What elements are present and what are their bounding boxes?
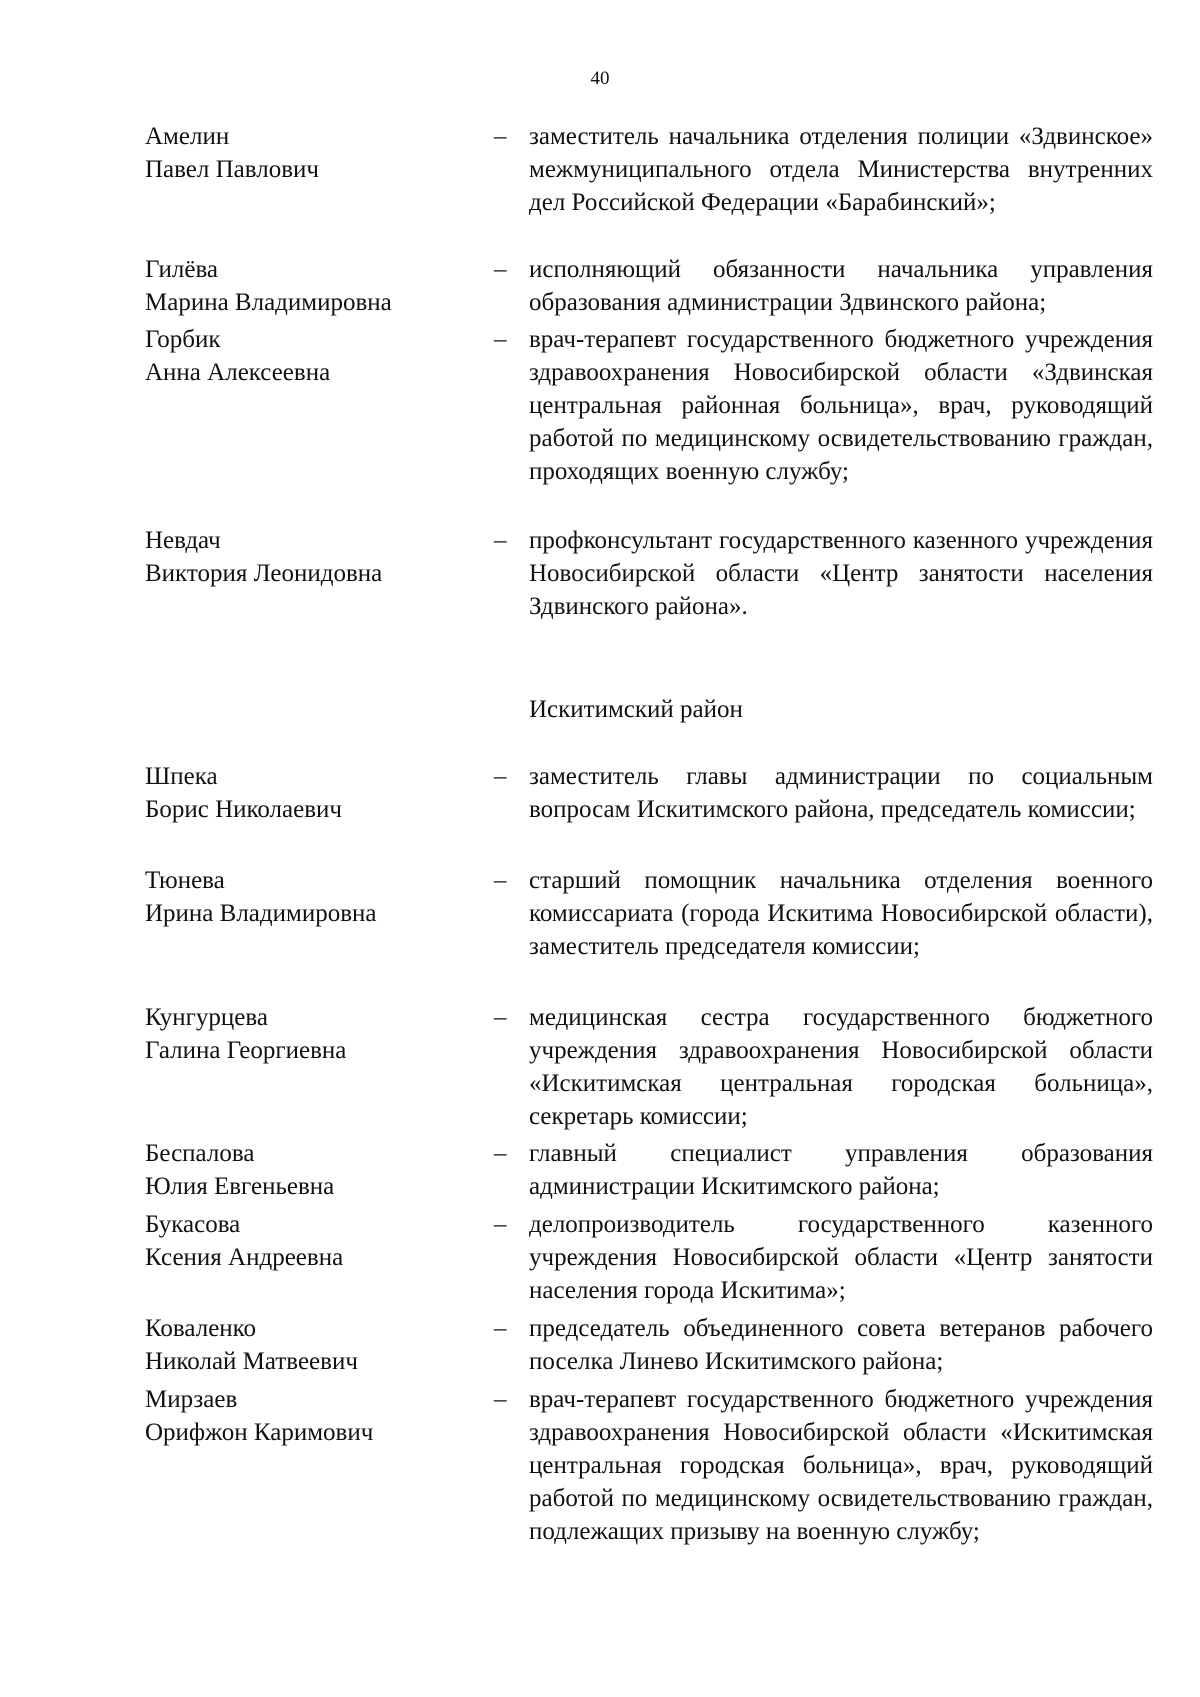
member-surname: Амелин [145,123,230,150]
member-description: исполняющий обязанности начальника управления образования администрации Здвинского района; [529,256,1153,316]
member-given-name: Ирина Владимировна [145,900,377,927]
page-number: 40 [590,68,610,89]
section-heading: Искитимский район [529,696,743,723]
member-given-name: Орифжон Каримович [145,1419,374,1446]
dash-separator: – [494,867,507,894]
member-description: врач-терапевт государственного бюджетного учреждения здравоохранения Новосибирской области «Здвинская центральная районная больница», врач, руководящий работой по медицинскому освидетельствованию граждан, проходящих военную службу; [529,326,1153,485]
dash-separator: – [494,256,507,283]
dash-separator: – [494,123,507,150]
dash-separator: – [494,1315,507,1342]
dash-separator: – [494,1004,507,1031]
member-given-name: Виктория Леонидовна [145,560,383,587]
member-name [145,1137,485,1203]
dash-separator: – [494,326,507,353]
member-surname: Беспалова [145,1140,255,1167]
member-given-name: Галина Георгиевна [145,1037,347,1064]
member-description: медицинская сестра государственного бюджетного учреждения здравоохранения Новосибирской области «Искитимская центральная городская больница», секретарь комиссии; [529,1004,1153,1130]
dash-separator: – [494,1211,507,1238]
dash-separator: – [494,1386,507,1413]
member-surname: Невдач [145,527,221,554]
dash-separator: – [494,1140,507,1167]
member-description: главный специалист управления образования администрации Искитимского района; [529,1140,1153,1200]
dash-separator: – [494,763,507,790]
member-given-name: Анна Алексеевна [145,359,331,386]
member-description: председатель объединенного совета ветеранов рабочего поселка Линево Искитимского района; [529,1315,1153,1375]
member-surname: Коваленко [145,1315,257,1342]
member-surname: Тюнева [145,867,225,894]
member-name [145,524,485,590]
member-description: заместитель главы администрации по социальным вопросам Искитимского района, председатель комиссии; [529,763,1153,823]
member-name [145,1208,485,1274]
member-name [145,1312,485,1378]
member-given-name: Ксения Андреевна [145,1244,344,1271]
member-surname: Букасова [145,1211,241,1238]
member-surname: Горбик [145,326,221,353]
member-description: старший помощник начальника отделения военного комиссариата (города Искитима Новосибирской области), заместитель председателя комиссии; [529,867,1153,960]
member-name [145,1383,485,1449]
member-description: заместитель начальника отделения полиции «Здвинское» межмуниципального отдела Министерства внутренних дел Российской Федерации «Барабинский»; [529,123,1153,216]
member-given-name: Марина Владимировна [145,289,392,316]
member-given-name: Юлия Евгеньевна [145,1173,335,1200]
member-name [145,864,485,930]
dash-separator: – [494,527,507,554]
member-description: врач-терапевт государственного бюджетного учреждения здравоохранения Новосибирской области «Искитимская центральная городская больница», врач, руководящий работой по медицинскому освидетельствованию граждан, подлежащих призыву на военную службу; [529,1386,1153,1545]
member-description: профконсультант государственного казенного учреждения Новосибирской области «Центр занятости населения Здвинского района». [529,527,1153,620]
member-surname: Шпека [145,763,218,790]
member-name [145,253,485,319]
member-name [145,1001,485,1067]
member-description: делопроизводитель государственного казенного учреждения Новосибирской области «Центр занятости населения города Искитима»; [529,1211,1153,1304]
member-name [145,323,485,389]
member-given-name: Павел Павлович [145,156,319,183]
member-given-name: Николай Матвеевич [145,1348,358,1375]
member-given-name: Борис Николаевич [145,796,342,823]
member-surname: Мирзаев [145,1386,238,1413]
member-surname: Гилёва [145,256,219,283]
member-name [145,120,485,186]
member-name [145,760,485,826]
member-surname: Кунгурцева [145,1004,268,1031]
